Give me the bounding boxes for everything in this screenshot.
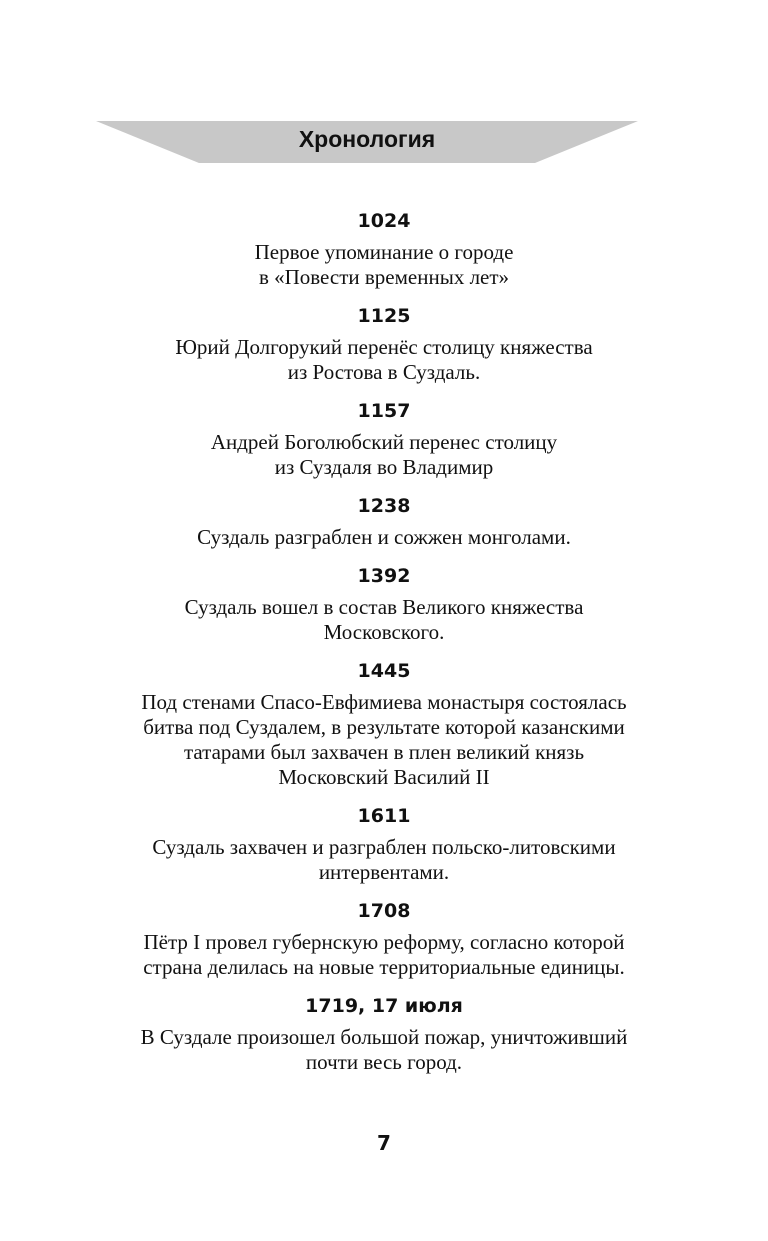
chronology-entry xyxy=(0,493,768,550)
entry-text: Первое упоминание о городе в «Повести временных лет» xyxy=(254,240,514,289)
chronology-entry xyxy=(0,398,768,480)
entry-year: 1238 xyxy=(357,495,411,517)
chronology-list xyxy=(0,208,768,1075)
entry-year: 1445 xyxy=(357,660,411,682)
entry-text: Пётр I провел губернскую реформу, согласно которой страна делилась на новые территориальные единицы. xyxy=(143,930,625,979)
chronology-entry xyxy=(0,658,768,790)
entry-year: 1719, 17 июля xyxy=(305,995,463,1017)
entry-text: Андрей Боголюбский перенес столицу из Суздаля во Владимир xyxy=(210,430,558,479)
entry-year: 1611 xyxy=(357,805,411,827)
entry-year: 1392 xyxy=(357,565,411,587)
chronology-entry xyxy=(0,803,768,885)
entry-year: 1125 xyxy=(357,305,411,327)
entry-text: Суздаль разграблен и сожжен монголами. xyxy=(197,525,571,549)
entry-text: Юрий Долгорукий перенёс столицу княжества из Ростова в Суздаль. xyxy=(175,335,593,384)
chronology-entry xyxy=(0,563,768,645)
chronology-entry xyxy=(0,898,768,980)
entry-year: 1157 xyxy=(357,400,411,422)
chronology-entry xyxy=(0,993,768,1075)
entry-text: Под стенами Спасо-Евфимиева монастыря состоялась битва под Суздалем, в результате которой казанскими татарами был захвачен в плен великий князь Московский Василий II xyxy=(141,690,627,789)
entry-year: 1708 xyxy=(357,900,411,922)
chronology-entry xyxy=(0,208,768,290)
entry-text: Суздаль захвачен и разграблен польско-литовскими интервентами. xyxy=(152,835,616,884)
entry-text: В Суздале произошел большой пожар, уничтоживший почти весь город. xyxy=(140,1025,628,1074)
page-title: Хронология xyxy=(298,126,436,152)
chronology-entry xyxy=(0,303,768,385)
page-number: 7 xyxy=(377,1131,391,1155)
entry-text: Суздаль вошел в состав Великого княжества Московского. xyxy=(184,595,584,644)
entry-year: 1024 xyxy=(357,210,411,232)
